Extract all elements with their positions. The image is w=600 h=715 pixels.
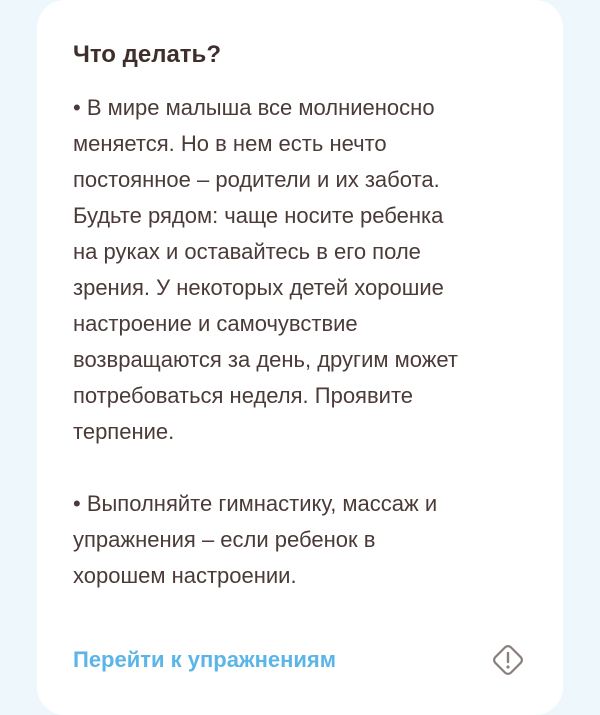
report-button[interactable] — [487, 639, 529, 681]
exclamation-diamond-icon — [488, 640, 528, 680]
paragraph-1: • В мире малыша все молниеносно меняется. Но в нем есть нечто постоянное – родители и их забота. Будьте рядом: чаще носите ребенка на руках и оставайтесь в его поле зрения. У некоторых детей хорошие настроение и самочувствие возвращаются за день, другим может потребоваться неделя. Проявите терпение. — [73, 95, 459, 444]
go-to-exercises-link[interactable]: Перейти к упражнениям — [73, 647, 337, 672]
info-card — [37, 0, 563, 715]
card-body — [73, 90, 543, 594]
card-title: Что делать? — [73, 41, 221, 68]
card-footer — [73, 638, 529, 682]
paragraph-2: • Выполняйте гимнастику, массаж и упражнения – если ребенок в хорошем настроении. — [73, 491, 438, 588]
